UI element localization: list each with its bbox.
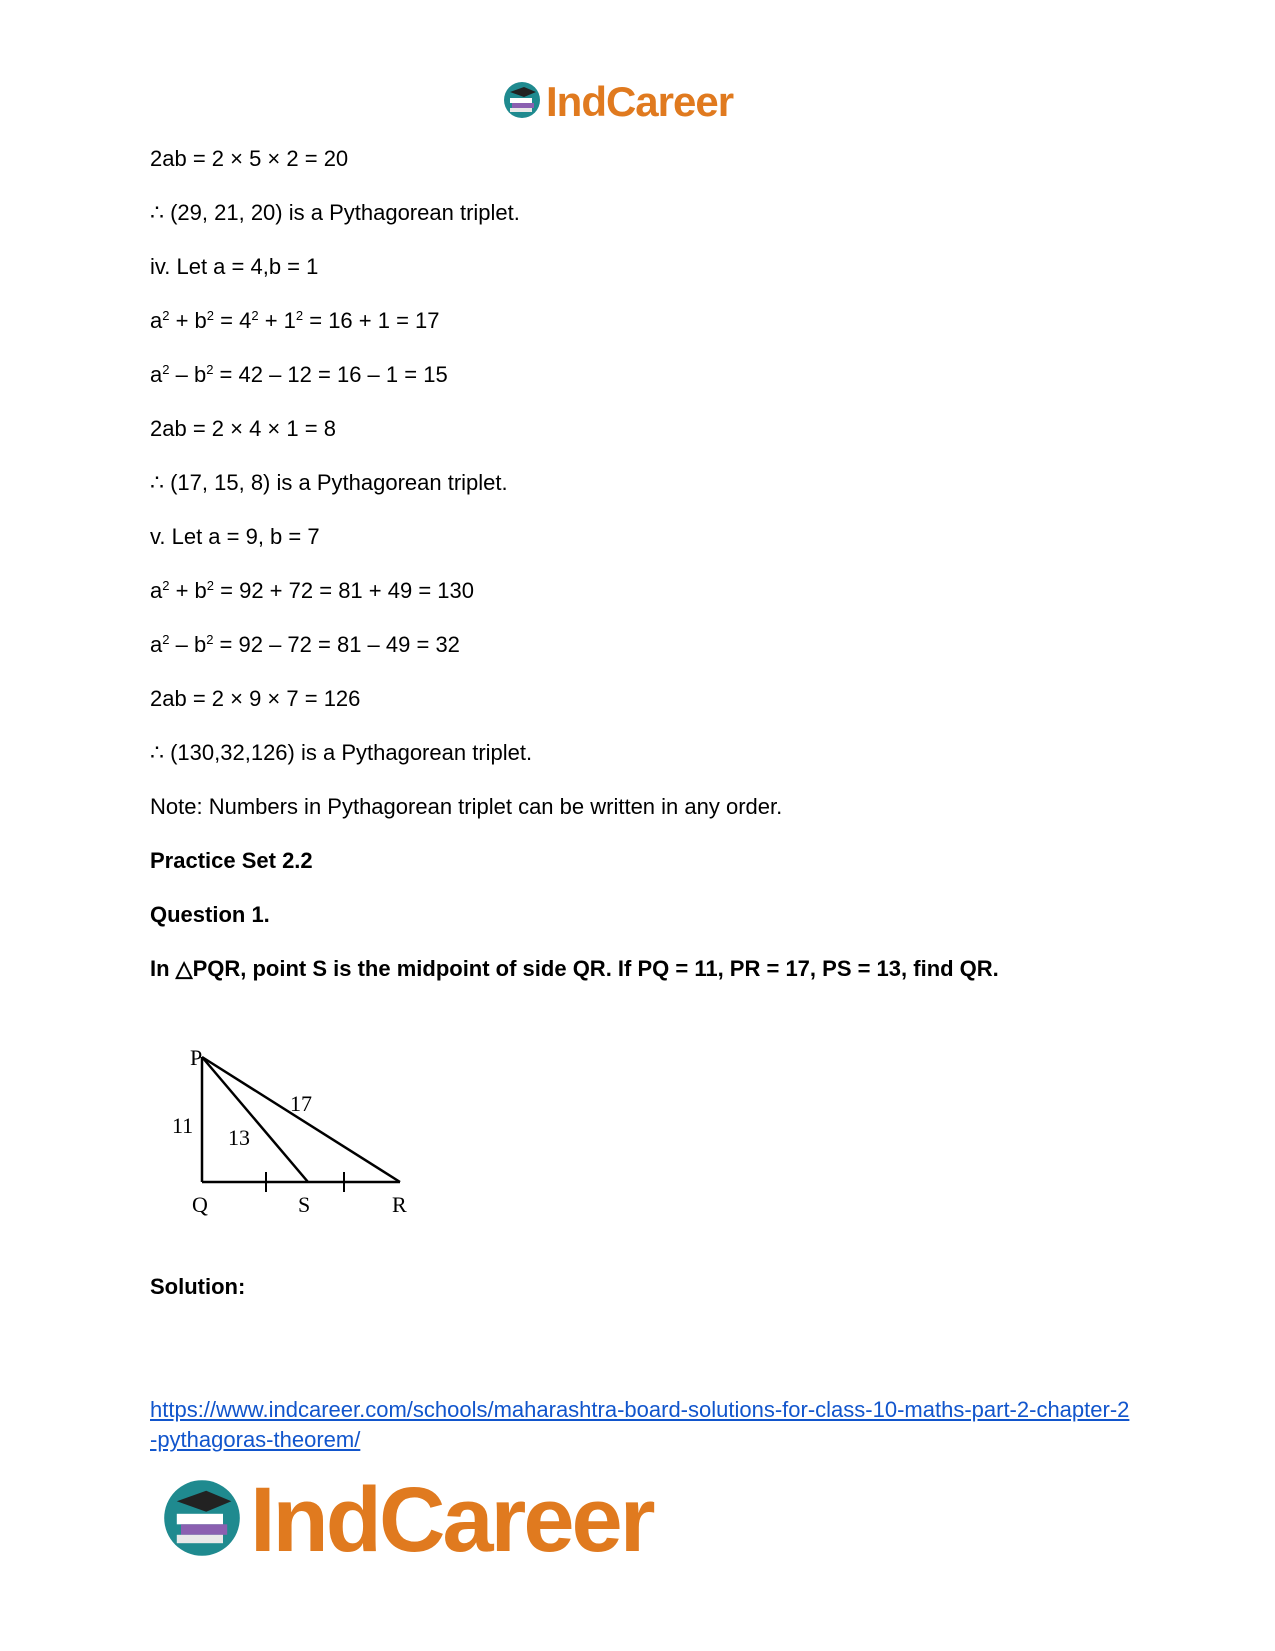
line-diff-squares-32: $a^2 - b^2 = 92 - 72 = 81 - 49 = 32$: [150, 632, 460, 657]
graduation-cap-books-icon: [160, 1476, 244, 1565]
vertex-q-label: Q: [192, 1192, 208, 1217]
median-ps: [202, 1057, 308, 1182]
header-logo: [502, 78, 733, 126]
line-2ab-8: 2ab = 2 × 4 × 1 = 8: [150, 416, 336, 441]
side-pq-label: 11: [172, 1113, 194, 1138]
line-let-a9: v. Let a = 9, b = 7: [150, 524, 320, 549]
line-diff-squares-15: $a^2 - b^2 = 42 - 12 = 16 - 1 = 15$: [150, 362, 448, 387]
graduation-cap-books-icon: [502, 80, 542, 125]
line-2ab-126: 2ab = 2 × 9 × 7 = 126: [150, 686, 361, 711]
vertex-r-label: R: [392, 1192, 407, 1217]
vertex-s-label: S: [298, 1192, 311, 1217]
side-pr: [202, 1057, 400, 1182]
median-ps-label: 13: [228, 1125, 250, 1150]
footer-logo: [160, 1468, 653, 1573]
practice-set-title: Practice Set 2.2: [150, 848, 313, 873]
vertex-p-label: P: [190, 1045, 203, 1070]
header-logo-text: IndCareer: [546, 78, 734, 125]
line-triplet-17: ∴ (17, 15, 8) is a Pythagorean triplet.: [150, 470, 508, 495]
question-title: Question 1.: [150, 902, 270, 927]
line-let-a4: iv. Let a = 4,b = 1: [150, 254, 319, 279]
line-triplet-130: ∴ (130,32,126) is a Pythagorean triplet.: [150, 740, 533, 765]
footer-logo-text: IndCareer: [250, 1469, 653, 1571]
solution-label: Solution:: [150, 1274, 246, 1299]
triangle-figure: [160, 1045, 430, 1230]
line-sum-squares-130: $a^2 + b^2 = 92 + 72 = 81 + 49 = 130$: [150, 578, 474, 603]
source-link[interactable]: https://www.indcareer.com/schools/maharashtra-board-solutions-for-class-10-maths-part-2-chapter-2-pythagoras-theorem/: [150, 1397, 1130, 1452]
side-pr-label: 17: [290, 1091, 312, 1116]
line-triplet-29: ∴ (29, 21, 20) is a Pythagorean triplet.: [150, 200, 520, 225]
question-text: In △PQR, point S is the midpoint of side QR. If PQ = 11, PR = 17, PS = 13, find QR.: [150, 956, 999, 981]
note-line: Note: Numbers in Pythagorean triplet can be written in any order.: [150, 794, 783, 819]
line-2ab-20: 2ab = 2 × 5 × 2 = 20: [150, 146, 349, 171]
line-sum-squares-17: $a^2 + b^2 = 4^2 + 1^2 = 16 + 1 = 17$: [150, 308, 440, 333]
